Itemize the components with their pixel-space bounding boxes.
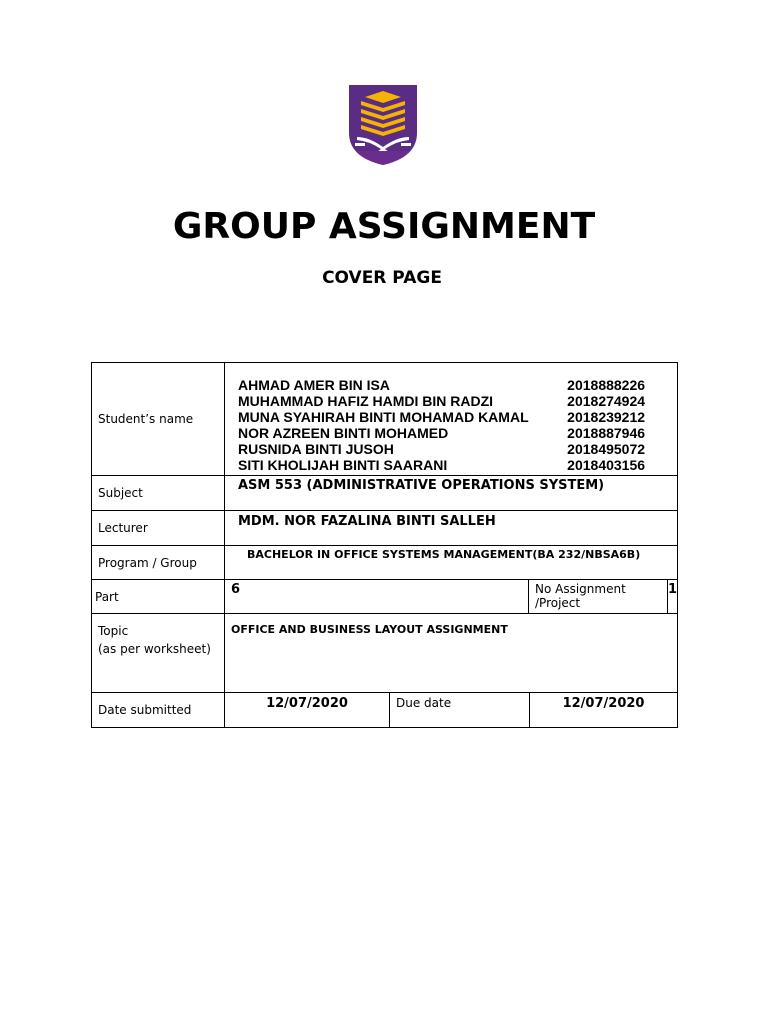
program-row (92, 546, 678, 580)
part-row (92, 580, 678, 614)
student-id: 2018495072 (567, 441, 646, 457)
subject-row (92, 476, 678, 511)
student-name-label: Student’s name (98, 412, 194, 426)
student-name: MUNA SYAHIRAH BINTI MOHAMAD KAMAL (238, 409, 529, 425)
date-submitted-label: Date submitted (98, 703, 192, 717)
student-name: NOR AZREEN BINTI MOHAMED (238, 425, 449, 441)
topic-label-note: (as per worksheet) (98, 642, 211, 656)
subject-value: ASM 553 (ADMINISTRATIVE OPERATIONS SYSTEM) (238, 478, 605, 493)
student-id: 2018274924 (567, 393, 646, 409)
page-title: GROUP ASSIGNMENT (172, 206, 596, 247)
student-entry (238, 425, 677, 441)
due-date-label: Due date (389, 693, 529, 727)
student-entry (238, 393, 677, 409)
student-id: 2018887946 (567, 425, 646, 441)
student-id: 2018888226 (567, 377, 646, 393)
due-date-value: 12/07/2020 (529, 693, 677, 727)
no-assignment-value: 1 (667, 580, 677, 613)
student-id: 2018403156 (567, 457, 646, 473)
lecturer-label: Lecturer (98, 521, 148, 535)
subject-label: Subject (98, 486, 143, 500)
topic-label: Topic (98, 624, 129, 638)
university-crest-icon (349, 85, 417, 165)
program-label: Program / Group (98, 555, 197, 570)
student-name: AHMAD AMER BIN ISA (238, 377, 390, 393)
student-id: 2018239212 (567, 409, 646, 425)
student-name: MUHAMMAD HAFIZ HAMDI BIN RADZI (238, 393, 494, 409)
lecturer-row (92, 511, 678, 546)
student-entry (238, 377, 677, 393)
no-assignment-label: No Assignment /Project (535, 582, 626, 610)
student-name: SITI KHOLIJAH BINTI SAARANI (238, 457, 448, 473)
program-value: BACHELOR IN OFFICE SYSTEMS MANAGEMENT(BA 232/NBSA6B) (247, 548, 641, 561)
student-entry (238, 441, 677, 457)
part-label: Part (95, 589, 119, 604)
date-submitted-value: 12/07/2020 (266, 696, 348, 711)
topic-value: OFFICE AND BUSINESS LAYOUT ASSIGNMENT (231, 623, 508, 636)
student-name: RUSNIDA BINTI JUSOH (238, 441, 394, 457)
topic-row (92, 614, 678, 693)
student-entry (238, 457, 677, 473)
part-value: 6 (231, 582, 241, 597)
cover-table (91, 362, 678, 728)
student-row (92, 363, 678, 476)
page-subtitle: COVER PAGE (322, 268, 442, 288)
lecturer-value: MDM. NOR FAZALINA BINTI SALLEH (238, 514, 496, 529)
date-row (92, 693, 678, 728)
student-list (225, 363, 677, 473)
student-entry (238, 409, 677, 425)
